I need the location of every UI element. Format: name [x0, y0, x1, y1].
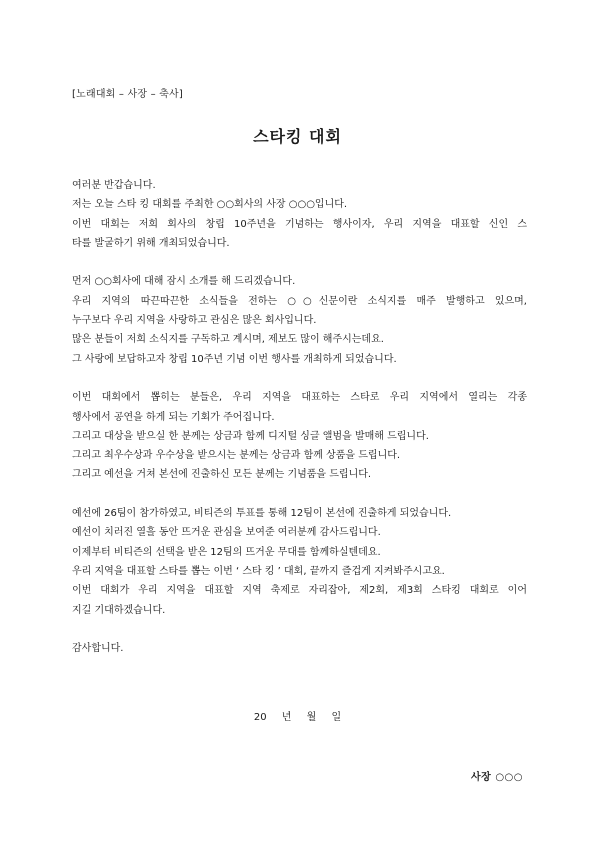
text-line: 저는 오늘 스타 킹 대회를 주최한 ○○회사의 사장 ○○○입니다. [72, 199, 348, 211]
text-line: 여러분 반갑습니다. [72, 180, 156, 191]
text-line: 우리 지역의 따끈따끈한 소식들을 전하는 ○○신문이란 소식지를 매주 발행하고 있으며, [72, 295, 527, 307]
text-line: 많은 분들이 저희 소식지를 구독하고 계시며, 제보도 많이 해주시는데요. [72, 334, 384, 346]
document-date: 20 년 월 일 [253, 712, 342, 723]
text-line: 예선이 치러진 열흘 동안 뜨거운 관심을 보여준 여러분께 감사드립니다. [72, 527, 381, 539]
text-line: 이번 대회가 우리 지역을 대표할 지역 축제로 자리잡아, 제2회, 제3회 스타킹 대회로 이어 [72, 585, 527, 597]
text-line: 행사에서 공연을 하게 되는 기회가 주어집니다. [72, 411, 275, 423]
text-line: 그리고 대상을 받으실 한 분께는 상금과 함께 디지털 싱글 앨범을 발매해 드립니다. [72, 430, 429, 442]
text-line: 타를 발굴하기 위해 개최되었습니다. [72, 237, 230, 249]
document-title: 스타킹 대회 [253, 127, 342, 146]
text-line: 먼저 ○○회사에 대해 잠시 소개를 해 드리겠습니다. [72, 276, 296, 288]
text-line: 누구보다 우리 지역을 사랑하고 관심은 많은 회사입니다. [72, 315, 317, 327]
text-line: 감사합니다. [72, 643, 124, 655]
paragraph-company-intro [72, 272, 527, 368]
text-line: 이제부터 비티즌의 선택을 받은 12팀의 뜨거운 무대를 함께하실텐데요. [72, 546, 381, 558]
text-line: 이번 대회는 저희 회사의 창립 10주년을 기념하는 행사이자, 우리 지역을 대표할 신인 스 [72, 218, 527, 230]
text-line: 이번 대회에서 뽑히는 분들은, 우리 지역을 대표하는 스타로 우리 지역에서 열리는 각종 [72, 392, 527, 404]
document-category: [노래대회 – 사장 – 축사] [72, 89, 183, 100]
text-line: 지길 기대하겠습니다. [72, 604, 166, 616]
text-line: 그 사랑에 보답하고자 창립 10주년 기념 이번 행사를 개최하게 되었습니다. [72, 353, 397, 365]
text-line: 그리고 예선을 거쳐 본선에 진출하신 모든 분께는 기념품을 드립니다. [72, 469, 372, 481]
paragraph-prizes [72, 388, 527, 484]
text-line: 그리고 최우수상과 우수상을 받으시는 분께는 상금과 함께 상품을 드립니다. [72, 450, 401, 462]
paragraph-closing [72, 639, 527, 658]
paragraph-contest-info [72, 504, 527, 620]
speech-body [72, 176, 527, 678]
text-line: 우리 지역을 대표할 스타를 뽑는 이번 ‘ 스타 킹 ’ 대회, 끝까지 즐겁게 지켜봐주시고요. [72, 565, 445, 577]
text-line: 예선에 26팀이 참가하였고, 비티즌의 투표를 통해 12팀이 본선에 진출하게 되었습니다. [72, 508, 452, 520]
document-signature: 사장 ○○○ [471, 772, 523, 783]
paragraph-greeting [72, 176, 527, 253]
